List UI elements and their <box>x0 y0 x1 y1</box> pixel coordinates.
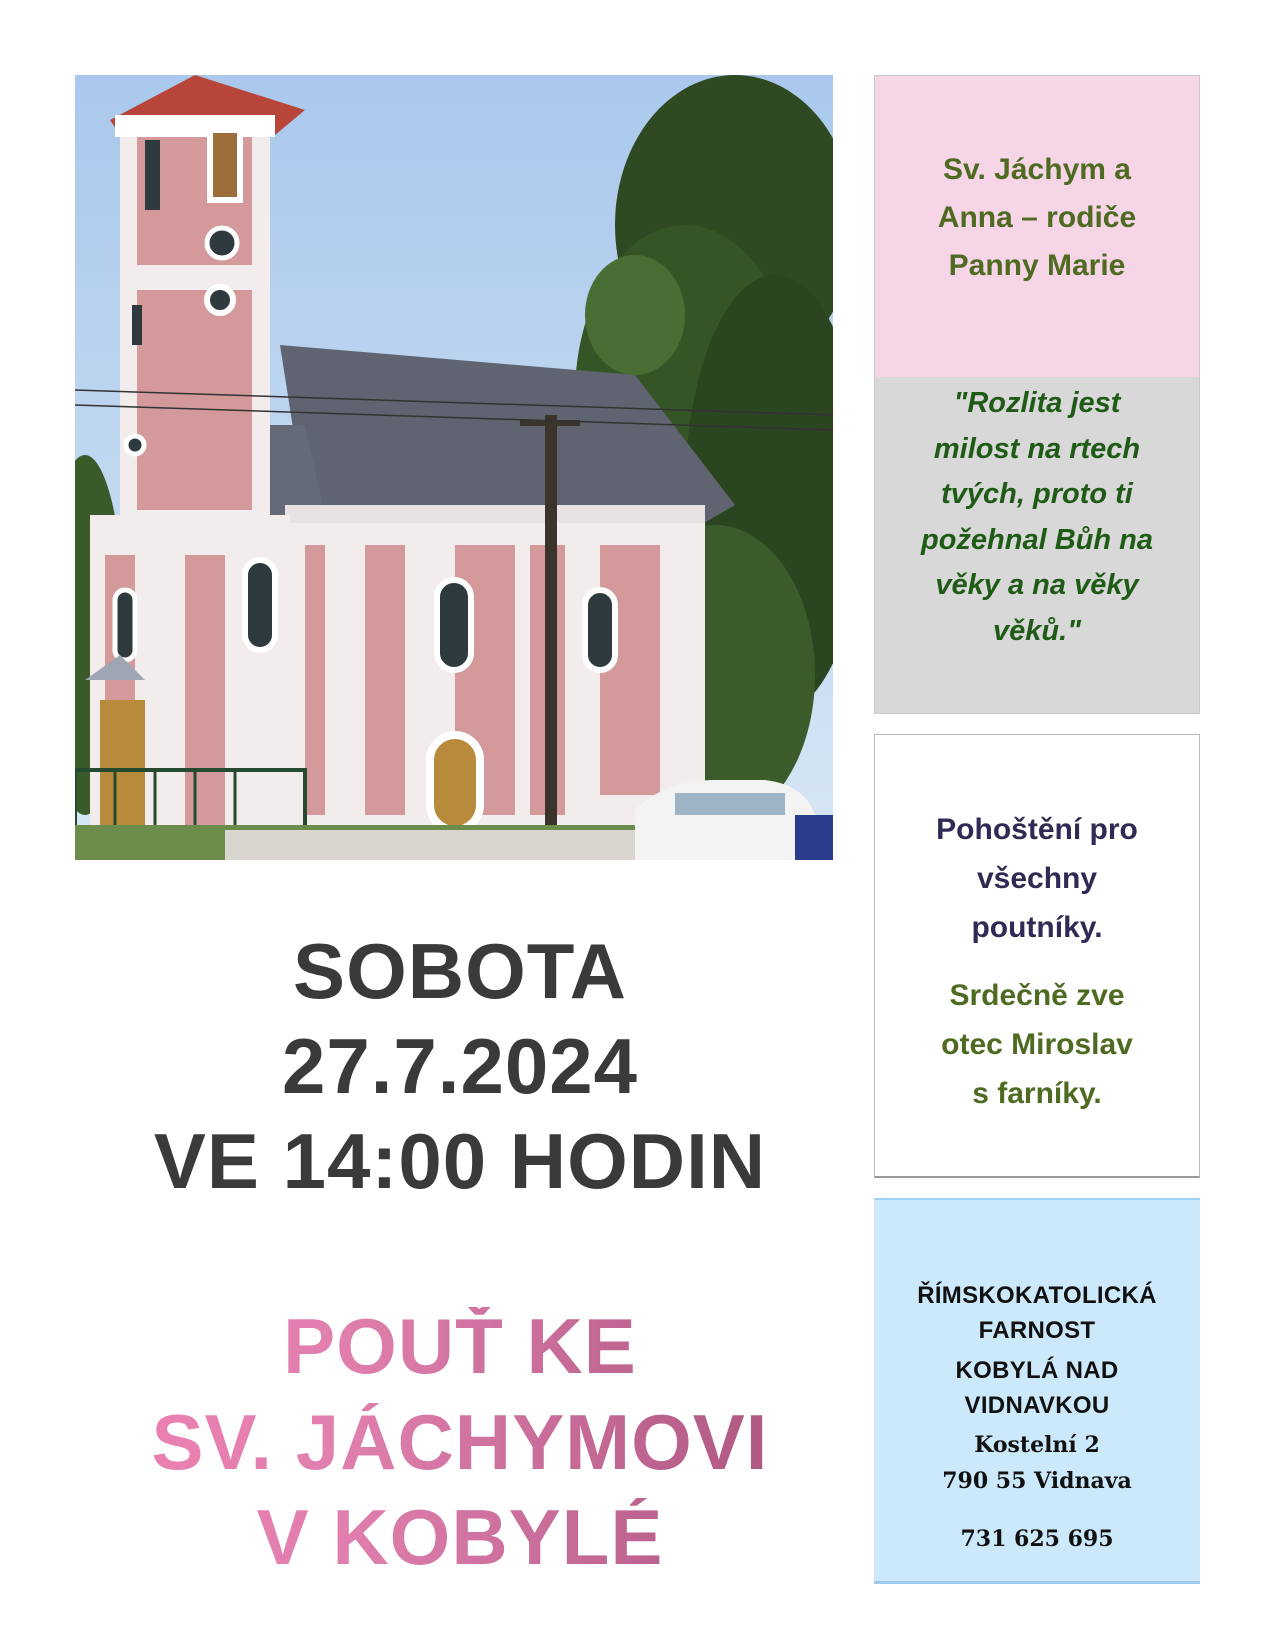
parish-line: FARNOST <box>978 1317 1096 1344</box>
pilgrimage-title-line2: SV. JÁCHYMOVI <box>75 1403 845 1481</box>
street-address: Kostelní 2 <box>974 1432 1100 1458</box>
parish-line: ŘÍMSKOKATOLICKÁ <box>917 1282 1157 1309</box>
quote-line: tvých, proto ti <box>941 478 1133 510</box>
headline-date: 27.7.2024 <box>281 1022 638 1110</box>
quote-line: věky a na věky <box>935 569 1139 601</box>
invitation-line: otec Miroslav <box>941 1028 1133 1061</box>
invitation-line: Srdečně zve <box>949 979 1125 1012</box>
headline-day: SOBOTA <box>293 927 627 1015</box>
psalm-quote <box>875 381 1199 654</box>
info-box <box>874 734 1200 1178</box>
quote-line: "Rozlita jest <box>953 387 1121 419</box>
contact-box <box>874 1198 1200 1584</box>
quote-box <box>874 377 1200 714</box>
parish-name <box>874 1278 1200 1348</box>
saints-box <box>874 75 1200 377</box>
parish-line: KOBYLÁ NAD <box>955 1357 1119 1384</box>
quote-line: milost na rtech <box>933 432 1141 465</box>
refreshments-line: Pohoštění pro <box>936 813 1138 846</box>
headline-time: VE 14:00 HODIN <box>153 1117 767 1205</box>
invitation-line: s farníky. <box>972 1077 1102 1110</box>
refreshments-line: poutníky. <box>971 911 1103 944</box>
refreshments-line: všechny <box>976 862 1098 895</box>
saints-line: Anna – rodiče <box>937 201 1137 234</box>
saints-line: Panny Marie <box>948 249 1126 282</box>
saints-text <box>875 146 1199 290</box>
saints-line: Sv. Jáchym a <box>943 153 1131 186</box>
postal-city: 790 55 Vidnava <box>942 1468 1132 1494</box>
quote-line: požehnal Bůh na <box>921 523 1153 556</box>
refreshments-text <box>875 805 1199 952</box>
parish-line: VIDNAVKOU <box>964 1392 1110 1419</box>
phone-number: 731 625 695 <box>960 1526 1114 1552</box>
pilgrimage-title-line3: V KOBYLÉ <box>75 1498 845 1576</box>
quote-line: věků." <box>993 614 1081 647</box>
pilgrimage-title-line1: POUŤ KE <box>75 1307 845 1385</box>
parish-location <box>874 1353 1200 1423</box>
church-photo <box>75 75 833 860</box>
invitation-text <box>875 971 1199 1118</box>
